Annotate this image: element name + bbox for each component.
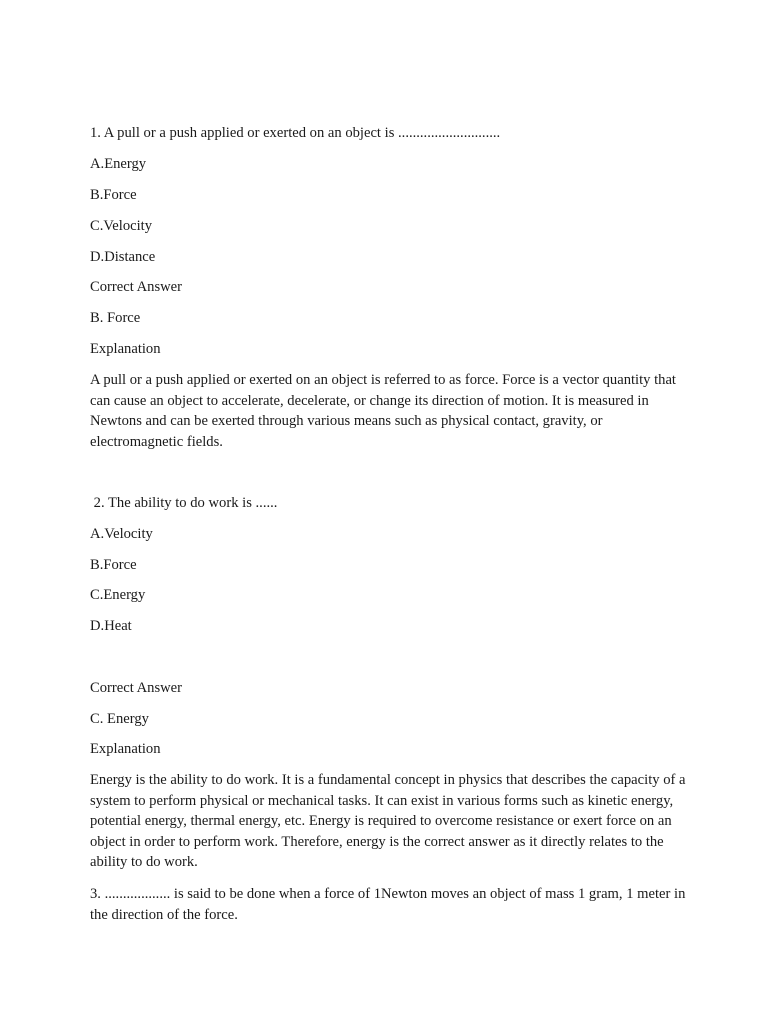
q2-explanation-label: Explanation <box>90 741 161 757</box>
q1-option-c: C.Velocity <box>90 218 153 234</box>
q2-option-a: A.Velocity <box>90 526 153 542</box>
q1-question: 1. A pull or a push applied or exerted on an object is ............................ <box>90 125 501 141</box>
q1-explanation: A pull or a push applied or exerted on an object is referred to as force. Force is a vector quantity that can cause an object to accelerate, decelerate, or change its direction of motion. It is measured in Newtons and can be exerted through various means such as physical contact, gravity, or electromagnetic fields. <box>90 372 676 450</box>
q2-correct-answer: C. Energy <box>90 711 149 727</box>
q1-correct-answer-label: Correct Answer <box>90 279 182 295</box>
q2-question: 2. The ability to do work is ...... <box>90 495 278 511</box>
q1-option-b: B.Force <box>90 187 137 203</box>
q1-explanation-label: Explanation <box>90 341 161 357</box>
q1-option-d: D.Distance <box>90 249 156 265</box>
q2-option-b: B.Force <box>90 557 137 573</box>
q1-correct-answer: B. Force <box>90 310 141 326</box>
q2-option-c: C.Energy <box>90 587 146 603</box>
q2-option-d: D.Heat <box>90 618 132 634</box>
q1-option-a: A.Energy <box>90 156 147 172</box>
q2-correct-answer-label: Correct Answer <box>90 680 182 696</box>
q2-explanation: Energy is the ability to do work. It is a fundamental concept in physics that describes the capacity of a system to perform physical or mechanical tasks. It can exist in various forms such as kinetic energy, potential energy, thermal energy, etc. Energy is required to overcome resistance or exert force on an object in order to perform work. Therefore, energy is the correct answer as it directly relates to the ability to do work. <box>90 772 686 870</box>
q3-question: 3. .................. is said to be done when a force of 1Newton moves an object of mass 1 gram, 1 meter in the direction of the force. <box>90 886 686 923</box>
